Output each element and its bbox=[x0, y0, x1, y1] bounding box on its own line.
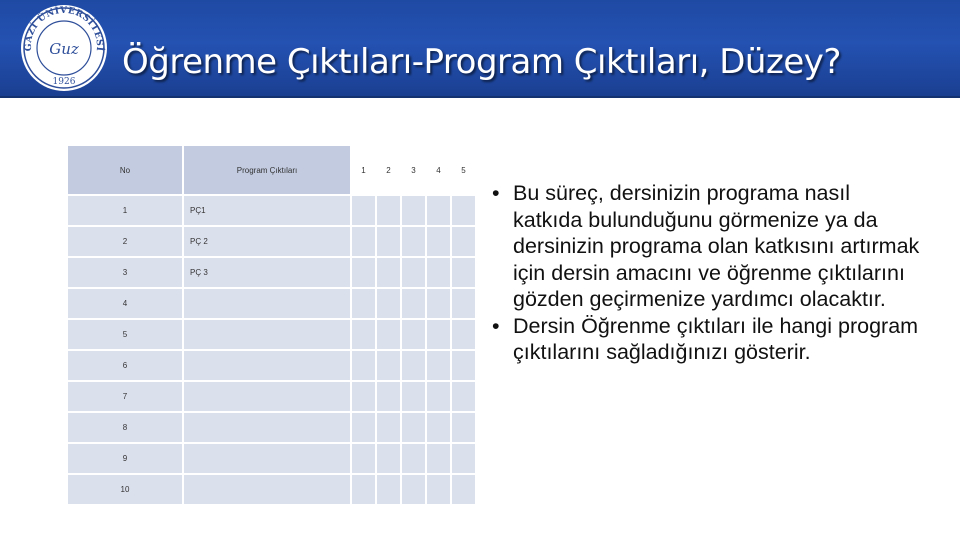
table-row bbox=[68, 196, 475, 225]
level-cell-3[interactable] bbox=[402, 196, 425, 225]
program-outcome-cell bbox=[184, 475, 350, 504]
level-cell-4[interactable] bbox=[427, 413, 450, 442]
level-cell-5[interactable] bbox=[452, 444, 475, 473]
level-cell-5[interactable] bbox=[452, 196, 475, 225]
level-cell-1[interactable] bbox=[352, 382, 375, 411]
program-outcome-cell bbox=[184, 289, 350, 318]
table-row bbox=[68, 475, 475, 504]
table-row bbox=[68, 258, 475, 287]
table-row bbox=[68, 227, 475, 256]
title-bar bbox=[0, 0, 960, 98]
level-cell-1[interactable] bbox=[352, 351, 375, 380]
logo-ring-text: GAZİ ÜNİVERSİTESİ bbox=[23, 5, 105, 52]
level-cell-1[interactable] bbox=[352, 289, 375, 318]
bullet-item: • Bu süreç, dersinizin programa nasıl katkıda bulunduğunu görmenize ya da dersinizin programa olan katkısını artırmak için dersin amacını ve öğrenme çıktılarını gözden geçirmenize yardımcı olacaktır. bbox=[490, 180, 920, 313]
level-cell-5[interactable] bbox=[452, 382, 475, 411]
level-cell-2[interactable] bbox=[377, 382, 400, 411]
logo-monogram: Guz bbox=[49, 40, 79, 58]
level-cell-1[interactable] bbox=[352, 258, 375, 287]
table-row bbox=[68, 444, 475, 473]
row-number: 4 bbox=[68, 289, 182, 318]
header-level-1: 1 bbox=[352, 146, 375, 194]
logo-year: 1926 bbox=[52, 77, 76, 87]
learning-outcomes-table bbox=[66, 144, 477, 506]
header-program-outcomes: Program Çıktıları bbox=[184, 146, 350, 194]
level-cell-1[interactable] bbox=[352, 475, 375, 504]
header-no: No bbox=[68, 146, 182, 194]
program-outcome-cell: PÇ 3 bbox=[184, 258, 350, 287]
level-cell-2[interactable] bbox=[377, 444, 400, 473]
level-cell-2[interactable] bbox=[377, 320, 400, 349]
row-number: 5 bbox=[68, 320, 182, 349]
program-outcome-cell bbox=[184, 444, 350, 473]
program-outcome-cell bbox=[184, 382, 350, 411]
level-cell-4[interactable] bbox=[427, 289, 450, 318]
level-cell-3[interactable] bbox=[402, 351, 425, 380]
header-level-4: 4 bbox=[427, 146, 450, 194]
level-cell-5[interactable] bbox=[452, 320, 475, 349]
level-cell-1[interactable] bbox=[352, 227, 375, 256]
level-cell-1[interactable] bbox=[352, 444, 375, 473]
level-cell-3[interactable] bbox=[402, 382, 425, 411]
level-cell-2[interactable] bbox=[377, 227, 400, 256]
level-cell-4[interactable] bbox=[427, 227, 450, 256]
level-cell-2[interactable] bbox=[377, 351, 400, 380]
table-row bbox=[68, 320, 475, 349]
program-outcome-cell bbox=[184, 351, 350, 380]
level-cell-4[interactable] bbox=[427, 196, 450, 225]
level-cell-3[interactable] bbox=[402, 289, 425, 318]
level-cell-3[interactable] bbox=[402, 413, 425, 442]
level-cell-3[interactable] bbox=[402, 258, 425, 287]
row-number: 9 bbox=[68, 444, 182, 473]
level-cell-2[interactable] bbox=[377, 475, 400, 504]
header-level-5: 5 bbox=[452, 146, 475, 194]
level-cell-3[interactable] bbox=[402, 475, 425, 504]
header-level-3: 3 bbox=[402, 146, 425, 194]
university-logo bbox=[20, 4, 108, 92]
row-number: 8 bbox=[68, 413, 182, 442]
level-cell-2[interactable] bbox=[377, 289, 400, 318]
program-outcome-cell bbox=[184, 413, 350, 442]
level-cell-2[interactable] bbox=[377, 196, 400, 225]
level-cell-1[interactable] bbox=[352, 413, 375, 442]
table-row bbox=[68, 382, 475, 411]
row-number: 10 bbox=[68, 475, 182, 504]
level-cell-5[interactable] bbox=[452, 351, 475, 380]
page-title: Öğrenme Çıktıları-Program Çıktıları, Düzey? bbox=[122, 42, 841, 82]
level-cell-4[interactable] bbox=[427, 258, 450, 287]
level-cell-3[interactable] bbox=[402, 320, 425, 349]
table-row bbox=[68, 413, 475, 442]
level-cell-5[interactable] bbox=[452, 475, 475, 504]
table-header-row bbox=[68, 146, 475, 194]
level-cell-2[interactable] bbox=[377, 258, 400, 287]
level-cell-4[interactable] bbox=[427, 320, 450, 349]
level-cell-1[interactable] bbox=[352, 320, 375, 349]
level-cell-5[interactable] bbox=[452, 413, 475, 442]
level-cell-4[interactable] bbox=[427, 444, 450, 473]
table-row bbox=[68, 289, 475, 318]
level-cell-5[interactable] bbox=[452, 258, 475, 287]
level-cell-5[interactable] bbox=[452, 289, 475, 318]
level-cell-4[interactable] bbox=[427, 351, 450, 380]
row-number: 2 bbox=[68, 227, 182, 256]
row-number: 1 bbox=[68, 196, 182, 225]
program-outcome-cell bbox=[184, 320, 350, 349]
program-outcome-cell: PÇ 2 bbox=[184, 227, 350, 256]
table-row bbox=[68, 351, 475, 380]
level-cell-4[interactable] bbox=[427, 475, 450, 504]
row-number: 3 bbox=[68, 258, 182, 287]
level-cell-4[interactable] bbox=[427, 382, 450, 411]
level-cell-1[interactable] bbox=[352, 196, 375, 225]
bullet-list bbox=[490, 180, 920, 366]
bullet-item: • Dersin Öğrenme çıktıları ile hangi program çıktılarını sağladığınızı gösterir. bbox=[490, 313, 920, 366]
level-cell-3[interactable] bbox=[402, 444, 425, 473]
level-cell-2[interactable] bbox=[377, 413, 400, 442]
level-cell-3[interactable] bbox=[402, 227, 425, 256]
header-level-2: 2 bbox=[377, 146, 400, 194]
row-number: 6 bbox=[68, 351, 182, 380]
level-cell-5[interactable] bbox=[452, 227, 475, 256]
program-outcome-cell: PÇ1 bbox=[184, 196, 350, 225]
row-number: 7 bbox=[68, 382, 182, 411]
